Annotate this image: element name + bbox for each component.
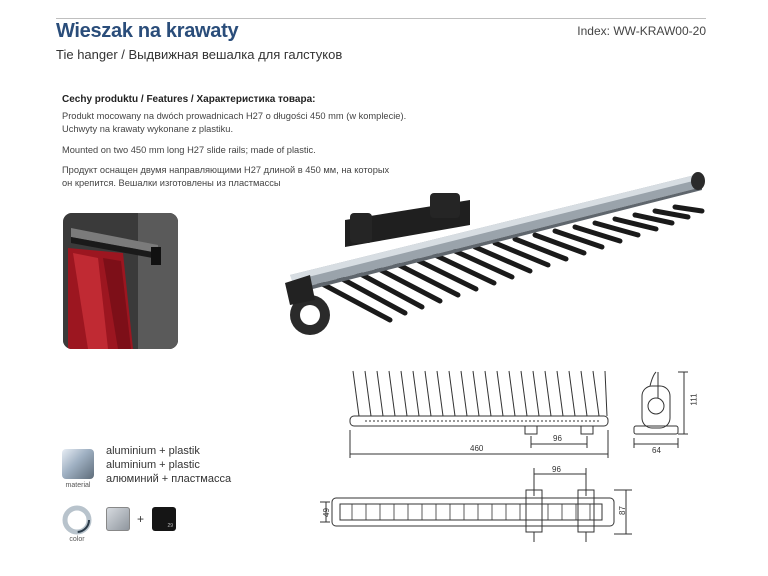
installation-photo	[63, 213, 178, 349]
top-view-drawing	[320, 462, 640, 552]
color-swatch-aluminium	[106, 507, 130, 531]
material-description	[106, 444, 231, 486]
features-polish	[62, 110, 432, 136]
color-label: color	[69, 536, 85, 543]
dim-inner-gap: 96	[553, 434, 562, 443]
features-english: Mounted on two 450 mm long H27 slide rails; made of plastic.	[62, 145, 316, 155]
end-view-drawing	[628, 368, 688, 448]
color-ring-icon	[62, 505, 92, 535]
product-image	[270, 165, 720, 345]
color-swatch-black	[152, 507, 176, 531]
dim-depth-right: 87	[617, 506, 627, 515]
material-label: material	[65, 482, 91, 489]
material-line-en: aluminium + plastic	[106, 459, 200, 471]
material-line-ru: алюминий + пластмасса	[106, 473, 232, 485]
dim-length: 460	[470, 444, 484, 453]
page-title: Wieszak na krawaty	[56, 20, 239, 42]
page-subtitle: Tie hanger / Выдвижная вешалка для галстуков	[56, 47, 343, 62]
material-line-pl: aluminium + plastik	[106, 445, 200, 457]
swatch-code: 29	[167, 523, 173, 529]
color-plus: +	[137, 512, 145, 526]
features-russian-line1: Продукт оснащен двумя направляющими H27 длиной в 450 мм, на которых	[62, 165, 390, 175]
dim-height: 111	[689, 393, 699, 406]
header-rule	[56, 18, 706, 19]
features-polish-line2: Uchwyty na krawaty wykonane z plastiku.	[62, 124, 234, 134]
features-polish-line1: Produkt mocowany na dwóch prowadnicach H27 o długości 450 mm (w komplecie).	[62, 111, 407, 121]
material-icon	[62, 449, 94, 479]
features-russian-line2: он крепится. Вешалки изготовлены из пластмассы	[62, 178, 281, 188]
product-index: Index: WW-KRAW00-20	[577, 24, 706, 38]
dim-base-width: 64	[652, 446, 661, 455]
dim-depth-left: 49	[321, 508, 331, 517]
dim-top-gap: 96	[552, 465, 561, 474]
features-heading: Cechy produktu / Features / Характеристика товара:	[62, 94, 316, 105]
